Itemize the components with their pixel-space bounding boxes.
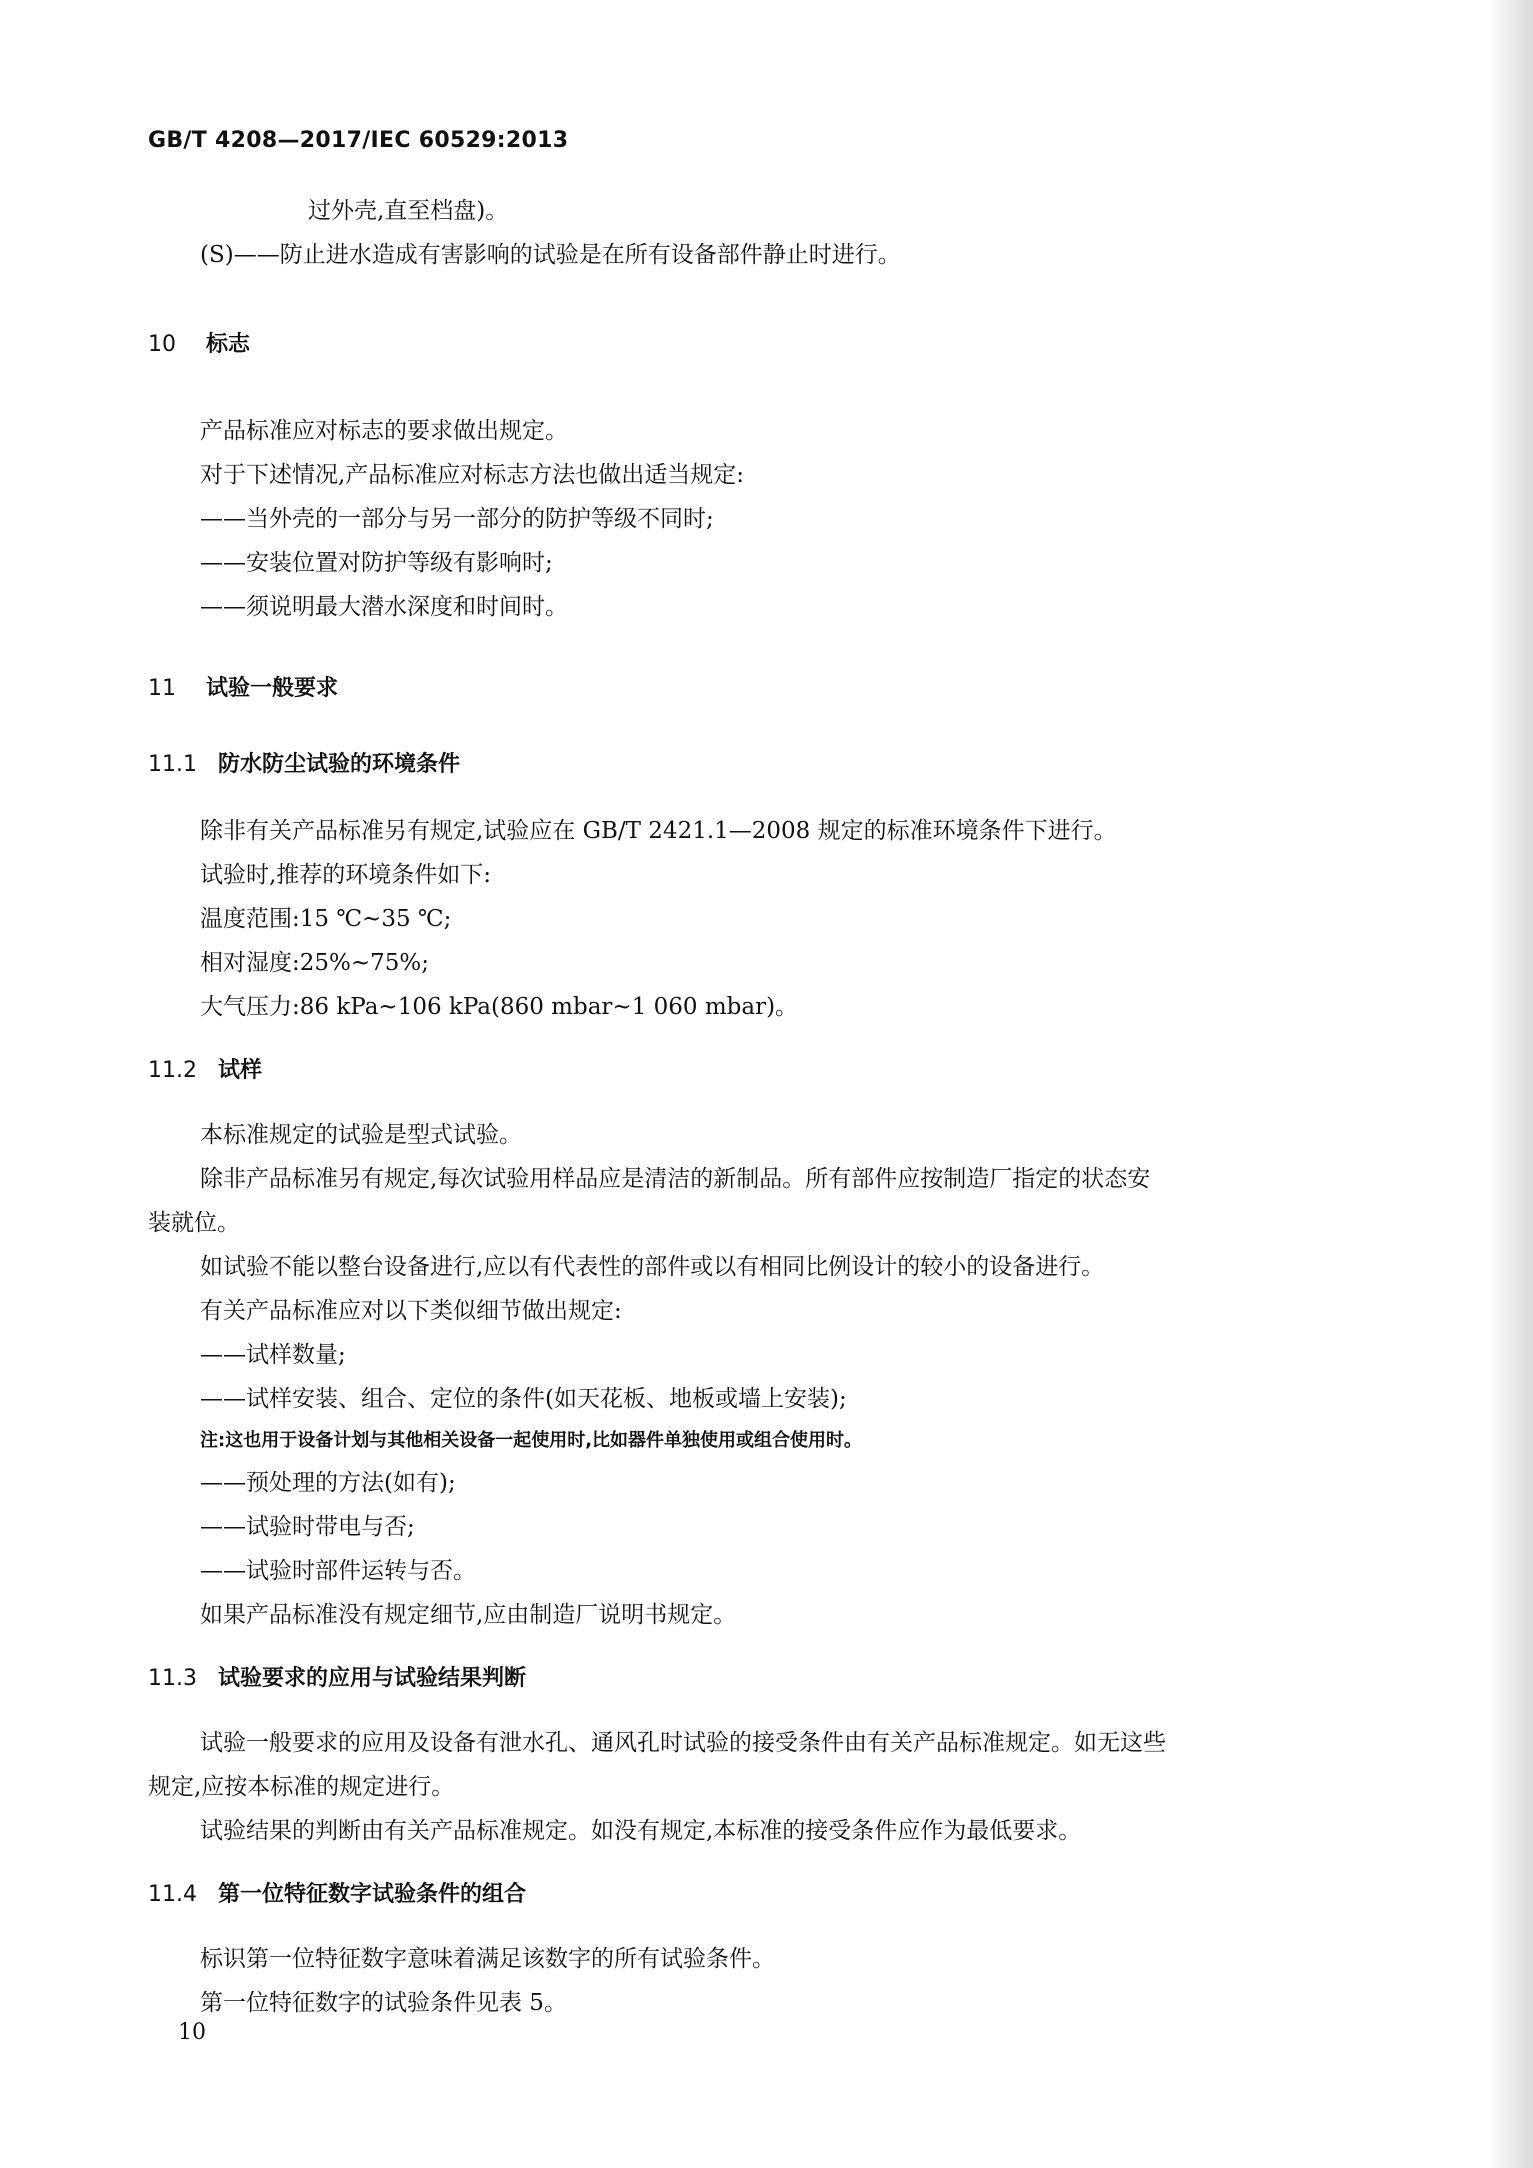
intro-line-1: 过外壳,直至档盘)。	[308, 198, 509, 224]
sec11-2-paragraph-2b: 装就位。	[148, 1210, 240, 1236]
sec10-paragraph-1: 产品标准应对标志的要求做出规定。	[200, 418, 568, 444]
section-number: 10	[148, 332, 176, 357]
section-11-3-heading	[148, 1664, 526, 1694]
section-11-heading	[148, 674, 338, 704]
section-number: 11.1	[148, 752, 197, 777]
sec11-3-paragraph-1a: 试验一般要求的应用及设备有泄水孔、通风孔时试验的接受条件由有关产品标准规定。如无这些	[200, 1730, 1166, 1756]
sec11-2-list-item: ——预处理的方法(如有);	[200, 1470, 456, 1496]
sec11-2-list-item: ——试样安装、组合、定位的条件(如天花板、地板或墙上安装);	[200, 1386, 847, 1412]
section-11-4-heading	[148, 1880, 526, 1910]
sec10-list-item: ——须说明最大潜水深度和时间时。	[200, 594, 568, 620]
section-11-1-heading	[148, 750, 460, 780]
section-number: 11.3	[148, 1666, 197, 1691]
section-title: 试样	[218, 1058, 263, 1083]
page-edge-shadow	[1489, 0, 1533, 2168]
sec11-2-list-item: ——试样数量;	[200, 1342, 346, 1368]
sec11-1-paragraph-2: 试验时,推荐的环境条件如下:	[200, 862, 492, 888]
section-title: 试验要求的应用与试验结果判断	[218, 1666, 527, 1691]
sec11-3-paragraph-1b: 规定,应按本标准的规定进行。	[148, 1774, 455, 1800]
sec11-2-paragraph-1: 本标准规定的试验是型式试验。	[200, 1122, 522, 1148]
temperature-range: 温度范围:15 ℃~35 ℃;	[200, 906, 452, 932]
section-number: 11	[148, 676, 176, 701]
standard-code-header: GB/T 4208—2017/IEC 60529:2013	[148, 128, 569, 153]
sec11-2-paragraph-4: 有关产品标准应对以下类似细节做出规定:	[200, 1298, 622, 1324]
section-number: 11.2	[148, 1058, 197, 1083]
page-number: 10	[178, 2020, 206, 2045]
sec11-2-list-item: ——试验时带电与否;	[200, 1514, 415, 1540]
sec10-list-item: ——当外壳的一部分与另一部分的防护等级不同时;	[200, 506, 714, 532]
sec11-1-paragraph-1: 除非有关产品标准另有规定,试验应在 GB/T 2421.1—2008 规定的标准环境条件下进行。	[200, 818, 1117, 844]
section-title: 防水防尘试验的环境条件	[218, 752, 461, 777]
section-11-2-heading	[148, 1056, 262, 1086]
section-title: 试验一般要求	[206, 676, 339, 701]
sec11-3-paragraph-2: 试验结果的判断由有关产品标准规定。如没有规定,本标准的接受条件应作为最低要求。	[200, 1818, 1082, 1844]
sec10-list-item: ——安装位置对防护等级有影响时;	[200, 550, 553, 576]
sec11-4-paragraph-2: 第一位特征数字的试验条件见表 5。	[200, 1990, 567, 2016]
relative-humidity: 相对湿度:25%~75%;	[200, 950, 430, 976]
section-title: 第一位特征数字试验条件的组合	[218, 1882, 527, 1907]
intro-line-2: (S)——防止进水造成有害影响的试验是在所有设备部件静止时进行。	[200, 242, 901, 268]
atmospheric-pressure: 大气压力:86 kPa~106 kPa(860 mbar~1 060 mbar)。	[200, 994, 799, 1020]
sec11-2-paragraph-5: 如果产品标准没有规定细节,应由制造厂说明书规定。	[200, 1602, 737, 1628]
section-number: 11.4	[148, 1882, 197, 1907]
sec11-2-paragraph-3: 如试验不能以整台设备进行,应以有代表性的部件或以有相同比例设计的较小的设备进行。	[200, 1254, 1105, 1280]
sec11-2-note: 注:这也用于设备计划与其他相关设备一起使用时,比如器件单独使用或组合使用时。	[200, 1430, 863, 1451]
section-10-heading	[148, 330, 250, 360]
sec11-2-list-item: ——试验时部件运转与否。	[200, 1558, 476, 1584]
sec10-paragraph-2: 对于下述情况,产品标准应对标志方法也做出适当规定:	[200, 462, 745, 488]
sec11-2-paragraph-2a: 除非产品标准另有规定,每次试验用样品应是清洁的新制品。所有部件应按制造厂指定的状态安	[200, 1166, 1151, 1192]
section-title: 标志	[206, 332, 251, 357]
sec11-4-paragraph-1: 标识第一位特征数字意味着满足该数字的所有试验条件。	[200, 1946, 775, 1972]
